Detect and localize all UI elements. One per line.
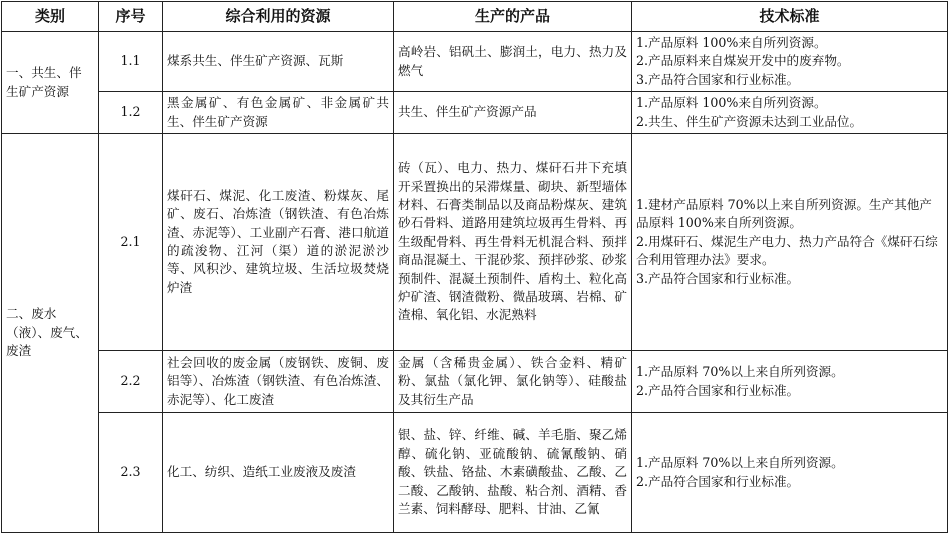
standard-line: 3.产品符合国家和行业标准。: [636, 270, 800, 286]
resources-cell: 黑金属矿、有色金属矿、非金属矿共生、伴生矿产资源: [163, 92, 394, 134]
products-cell: 共生、伴生矿产资源产品: [394, 92, 632, 134]
products-cell: 金属（含稀贵金属）、铁合金料、精矿粉、氯盐（氯化钾、氯化钠等）、硅酸盐及其衍生产品: [394, 351, 632, 413]
resource-utilization-table: [1, 1, 948, 533]
header-category: 类别: [2, 2, 99, 32]
standard-line: 3.产品符合国家和行业标准。: [636, 71, 800, 87]
standards-cell: [632, 413, 948, 533]
standard-line: 1.建材产品原料 70%以上来自所列资源。生产其他产品原料 100%来自所列资源。: [636, 196, 932, 231]
table-row: [2, 351, 948, 413]
table-row: [2, 32, 948, 92]
serial-cell: 1.2: [99, 92, 163, 134]
standard-line: 2.产品符合国家和行业标准。: [636, 473, 800, 489]
standards-cell: [632, 32, 948, 92]
standard-line: 1.产品原料 100%来自所列资源。: [636, 34, 827, 50]
products-cell: 砖（瓦）、电力、热力、煤矸石井下充填开采置换出的呆滞煤量、砌块、新型墙体材料、石膏类制品以及商品粉煤灰、建筑砂石骨料、道路用建筑垃圾再生骨料、再生级配骨料、再生骨料无机混合料、预拌商品混凝土、干混砂浆、预拌砂浆、砂浆预制件、混凝土预制件、盾构土、粒化高炉矿渣、钢渣微粉、微晶玻璃、岩棉、矿渣棉、氧化铝、水泥熟料: [394, 134, 632, 351]
resources-cell: 社会回收的废金属（废钢铁、废铜、废铝等）、冶炼渣（钢铁渣、有色冶炼渣、赤泥等）、化工废渣: [163, 351, 394, 413]
serial-cell: 2.1: [99, 134, 163, 351]
serial-cell: 2.2: [99, 351, 163, 413]
header-products: 生产的产品: [394, 2, 632, 32]
resources-cell: 煤系共生、伴生矿产资源、瓦斯: [163, 32, 394, 92]
category-cell: 二、废水（液）、废气、废渣: [2, 134, 99, 533]
header-resources: 综合利用的资源: [163, 2, 394, 32]
standard-line: 1.产品原料 70%以上来自所列资源。: [636, 455, 844, 471]
serial-cell: 2.3: [99, 413, 163, 533]
category-cell: 一、共生、伴生矿产资源: [2, 32, 99, 134]
products-cell: 高岭岩、铝矾土、膨润土，电力、热力及燃气: [394, 32, 632, 92]
table-row: [2, 92, 948, 134]
standards-cell: [632, 351, 948, 413]
standard-line: 2.产品原料来自煤炭开发中的废弃物。: [636, 53, 850, 69]
standard-line: 2.用煤矸石、煤泥生产电力、热力产品符合《煤矸石综合利用管理办法》要求。: [636, 233, 938, 268]
header-row: [2, 2, 948, 32]
serial-cell: 1.1: [99, 32, 163, 92]
standard-line: 1.产品原料 100%来自所列资源。: [636, 95, 827, 111]
products-cell: 银、盐、锌、纤维、碱、羊毛脂、聚乙烯醇、硫化钠、亚硫酸钠、硫氰酸钠、硝酸、铁盐、铬盐、木素磺酸盐、乙酸、乙二酸、乙酸钠、盐酸、粘合剂、酒精、香兰素、饲料酵母、肥料、甘油、乙氰: [394, 413, 632, 533]
standards-cell: [632, 92, 948, 134]
standard-line: 1.产品原料 70%以上来自所列资源。: [636, 364, 844, 380]
header-standards: 技术标准: [632, 2, 948, 32]
table-row: [2, 134, 948, 351]
standards-cell: [632, 134, 948, 351]
standard-line: 2.共生、伴生矿产资源未达到工业品位。: [636, 113, 863, 129]
resources-cell: 煤矸石、煤泥、化工废渣、粉煤灰、尾矿、废石、冶炼渣（钢铁渣、有色冶炼渣、赤泥等）、工业副产石膏、港口航道的疏浚物、江河（渠）道的淤泥淤沙等、风积沙、建筑垃圾、生活垃圾焚烧炉渣: [163, 134, 394, 351]
resources-cell: 化工、纺织、造纸工业废液及废渣: [163, 413, 394, 533]
table-row: [2, 413, 948, 533]
header-serial: 序号: [99, 2, 163, 32]
standard-line: 2.产品符合国家和行业标准。: [636, 382, 800, 398]
